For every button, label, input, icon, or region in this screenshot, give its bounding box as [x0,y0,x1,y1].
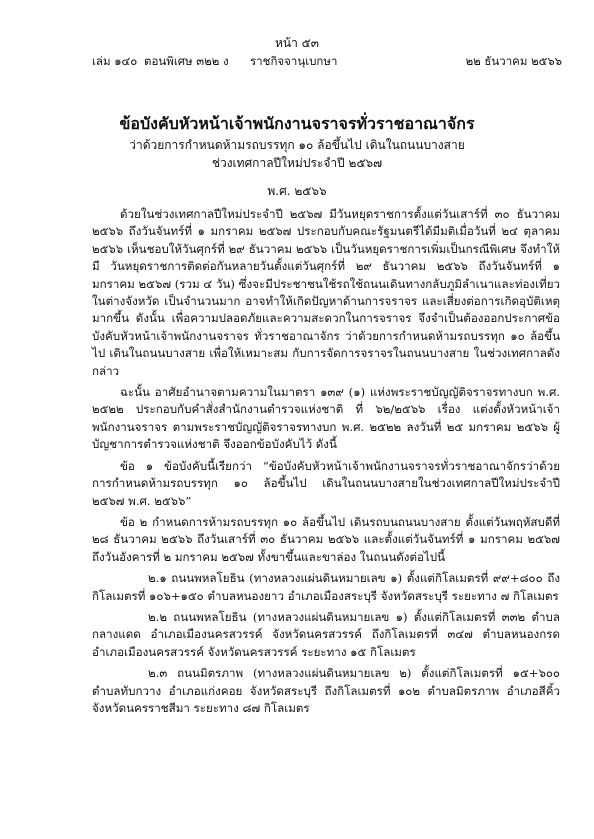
clause-2-2: ๒.๒ ถนนพหลโยธิน (ทางหลวงแผ่นดินหมายเลข ๑) ตั้งแต่กิโลเมตรที่ ๓๓๒ ตำบลกลางแดด อำเภอเมืองนครสวรรค์ จังหวัดนครสวรรค์ ถึงกิโลเมตรที่ ๓๔๗ ตำบลหนองกรด อำเภอเมืองนครสวรรค์ จังหวัดนครสวรรค์ ระยะทาง ๑๕ กิโลเมตร [92,609,560,659]
clause-2-1: ๒.๑ ถนนพหลโยธิน (ทางหลวงแผ่นดินหมายเลข ๑) ตั้งแต่กิโลเมตรที่ ๙๙+๘๐๐ ถึงกิโลเมตรที่ ๑๐๖+๑๕๐ ตำบลหนองยาว อำเภอเมืองสระบุรี จังหวัดสระบุรี ระยะทาง ๗ กิโลเมตร [92,571,560,603]
document-title: ข้อบังคับหัวหน้าเจ้าพนักงานจราจรทั่วราชอาณาจักร [119,114,475,133]
document-body [92,206,560,721]
document-subtitle-period: ช่วงเทศกาลปีใหม่ประจำปี ๒๕๖๗ [211,156,383,170]
document-subtitle: ว่าด้วยการกำหนดห้ามรถบรรทุก ๑๐ ล้อขึ้นไป เดินในถนนบางสาย [129,138,465,152]
issue-date: ๒๒ ธันวาคม ๒๕๖๖ [465,54,562,68]
authority-paragraph: ฉะนั้น อาศัยอำนาจตามความในมาตรา ๑๓๙ (๑) แห่งพระราชบัญญัติจราจรทางบก พ.ศ. ๒๕๒๒ ประกอบกับคำสั่งสำนักงานตำรวจแห่งชาติ ที่ ๖๒/๒๕๖๖ เรื่อง แต่งตั้งหัวหน้าเจ้าพนักงานจราจร ตามพระราชบัญญัติจราจรทางบก พ.ศ. ๒๕๒๒ ลงวันที่ ๒๕ มกราคม ๒๕๖๖ ผู้บัญชาการตำรวจแห่งชาติ จึงออกข้อบังคับไว้ ดังนี้ [92,385,560,452]
clause-2-3: ๒.๓ ถนนมิตรภาพ (ทางหลวงแผ่นดินหมายเลข ๒) ตั้งแต่กิโลเมตรที่ ๑๕+๖๐๐ ตำบลทับกวาง อำเภอแก่งคอย จังหวัดสระบุรี ถึงกิโลเมตรที่ ๑๐๒ ตำบลมิตรภาพ อำเภอสีคิ้ว จังหวัดนครราชสีมา ระยะทาง ๘๗ กิโลเมตร [92,666,560,715]
preamble-paragraph: ด้วยในช่วงเทศกาลปีใหม่ประจำปี ๒๕๖๗ มีวันหยุดราชการตั้งแต่วันเสาร์ที่ ๓๐ ธันวาคม ๒๕๖๖ ถึงวันจันทร์ที่ ๑ มกราคม ๒๕๖๗ ประกอบกับคณะรัฐมนตรีได้มีมติเมื่อวันที่ ๒๔ ตุลาคม ๒๕๖๖ เห็นชอบให้วันศุกร์ที่ ๒๙ ธันวาคม ๒๕๖๖ เป็นวันหยุดราชการเพิ่มเป็นกรณีพิเศษ จึงทำให้มี วันหยุดราชการติดต่อกันหลายวันตั้งแต่วันศุกร์ที่ ๒๙ ธันวาคม ๒๕๖๖ ถึงวันจันทร์ที่ ๑ มกราคม ๒๕๖๗ (รวม ๔ วัน) ซึ่งจะมีประชาชนใช้รถใช้ถนนเดินทางกลับภูมิลำเนาและท่องเที่ยวในต่างจังหวัด เป็นจำนวนมาก อาจทำให้เกิดปัญหาด้านการจราจร และเสี่ยงต่อการเกิดอุบัติเหตุมากขึ้น ดังนั้น เพื่อความปลอดภัยและความสะดวกในการจราจร จึงจำเป็นต้องออกประกาศข้อบังคับหัวหน้าเจ้าพนักงานจราจร ทั่วราชอาณาจักร ว่าด้วยการกำหนดห้ามรถบรรทุก ๑๐ ล้อขึ้นไป เดินในถนนบางสาย เพื่อให้เหมาะสม กับการจัดการจราจรในถนนบางสาย ในช่วงเทศกาลดังกล่าว [92,207,560,378]
special-issue-label: ตอนพิเศษ ๓๒๒ ง [144,54,229,68]
document-year: พ.ศ. ๒๕๖๖ [267,184,327,198]
clause-2: ข้อ ๒ กำหนดการห้ามรถบรรทุก ๑๐ ล้อขึ้นไป เดินรถบนถนนบางสาย ตั้งแต่วันพฤหัสบดีที่ ๒๘ ธันวาคม ๒๕๖๖ ถึงวันเสาร์ที่ ๓๐ ธันวาคม ๒๕๖๖ และตั้งแต่วันจันทร์ที่ ๑ มกราคม ๒๕๖๗ ถึงวันอังคารที่ ๒ มกราคม ๒๕๖๗ ทั้งขาขึ้นและขาล่อง ในถนนดังต่อไปนี้ [92,514,560,564]
page-number: หน้า ๕๓ [275,36,319,50]
volume-label: เล่ม ๑๔๐ [92,54,138,68]
clause-1: ข้อ ๑ ข้อบังคับนี้เรียกว่า “ข้อบังคับหัวหน้าเจ้าพนักงานจราจรทั่วราชอาณาจักรว่าด้วย การกำหนดห้ามรถบรรทุก ๑๐ ล้อขึ้นไป เดินในถนนบางสายในช่วงเทศกาลปีใหม่ประจำปี ๒๕๖๗ พ.ศ. ๒๕๖๖” [92,458,560,508]
gazette-name: ราชกิจจานุเบกษา [250,54,338,68]
